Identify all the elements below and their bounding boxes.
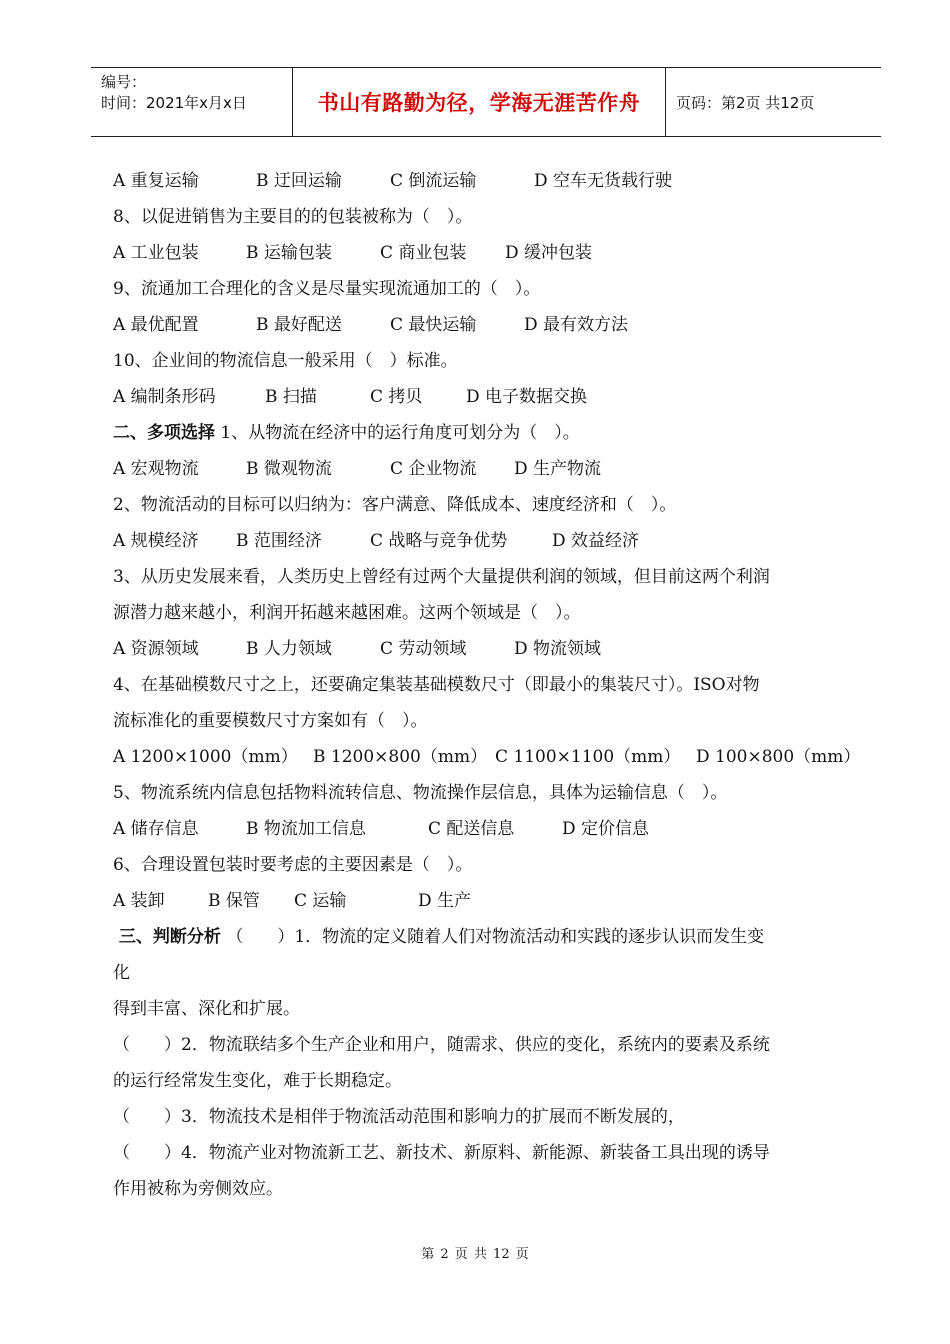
answer-option: D 生产 (418, 891, 472, 911)
answer-option: D 最有效方法 (524, 315, 629, 335)
question-line: 4、在基础模数尺寸之上，还要确定集装基础模数尺寸（即最小的集装尺寸）。ISO对物 (113, 675, 760, 695)
question-line: 8、以促进销售为主要目的的包装被称为（ ）。 (113, 207, 473, 227)
page-footer: 第 2 页 共 12 页 (421, 1247, 529, 1262)
answer-option: B 人力领域 (246, 639, 332, 659)
question-line: （ ）2．物流联结多个生产企业和用户，随需求、供应的变化，系统内的要素及系统 (113, 1035, 770, 1055)
question-line: 10、企业间的物流信息一般采用（ ）标准。 (113, 351, 458, 371)
question-line: （ ）3．物流技术是相伴于物流活动范围和影响力的扩展而不断发展的， (113, 1107, 685, 1127)
answer-option: D 缓冲包装 (505, 243, 593, 263)
answer-option: D 空车无货载行驶 (534, 171, 673, 191)
answer-options-row (113, 163, 863, 199)
section-heading-line (113, 415, 863, 451)
header-page-label: 页码：第2页 共12页 (676, 93, 815, 112)
answer-option: A 编制条形码 (113, 387, 216, 407)
answer-options-row (113, 379, 863, 415)
answer-option: D 100×800（mm） (696, 747, 861, 767)
answer-options-row (113, 739, 863, 775)
question-line: 6、合理设置包装时要考虑的主要因素是（ ）。 (113, 855, 473, 875)
answer-option: C 1100×1100（mm） (495, 747, 681, 767)
doc-code-label: 编号： (101, 73, 147, 91)
answer-option: B 保管 (208, 891, 260, 911)
question-line: 得到丰富、深化和扩展。 (113, 999, 300, 1019)
document-body (113, 163, 863, 1207)
answer-option: C 商业包装 (380, 243, 467, 263)
question-line: 作用被称为旁侧效应。 (113, 1179, 283, 1199)
answer-option: A 装卸 (113, 891, 165, 911)
answer-option: D 效益经济 (552, 531, 640, 551)
answer-option: B 物流加工信息 (246, 819, 366, 839)
answer-options-row (113, 235, 863, 271)
question-line: 化 (113, 963, 130, 983)
question-line: 2、物流活动的目标可以归纳为：客户满意、降低成本、速度经济和（ ）。 (113, 495, 677, 515)
answer-option: A 最优配置 (113, 315, 199, 335)
answer-option: A 工业包装 (113, 243, 199, 263)
answer-options-row (113, 631, 863, 667)
answer-option: B 运输包装 (246, 243, 332, 263)
answer-option: A 宏观物流 (113, 459, 199, 479)
question-text: 1、从物流在经济中的运行角度可划分为（ ）。 (215, 423, 580, 443)
answer-option: D 生产物流 (514, 459, 602, 479)
answer-option: C 倒流运输 (390, 171, 477, 191)
answer-option: C 运输 (294, 891, 347, 911)
answer-options-row (113, 883, 863, 919)
question-line: 9、流通加工合理化的含义是尽量实现流通加工的（ ）。 (113, 279, 541, 299)
answer-option: C 最快运输 (390, 315, 477, 335)
answer-option: C 拷贝 (370, 387, 423, 407)
answer-option: A 1200×1000（mm） (113, 747, 298, 767)
answer-option: C 企业物流 (390, 459, 477, 479)
answer-option: B 最好配送 (256, 315, 342, 335)
answer-option: C 劳动领域 (380, 639, 467, 659)
answer-option: A 资源领域 (113, 639, 199, 659)
answer-option: B 迂回运输 (256, 171, 342, 191)
answer-option: D 电子数据交换 (466, 387, 588, 407)
answer-option: C 战略与竞争优势 (370, 531, 508, 551)
answer-option: C 配送信息 (428, 819, 515, 839)
section-heading-line (113, 919, 863, 955)
doc-time-label: 时间：2021年x月x日 (101, 94, 247, 112)
answer-option: B 1200×800（mm） (313, 747, 488, 767)
answer-option: A 规模经济 (113, 531, 199, 551)
section-heading: 二、多项选择 (113, 423, 215, 443)
answer-options-row (113, 307, 863, 343)
question-line: 流标准化的重要模数尺寸方案如有（ ）。 (113, 711, 428, 731)
question-text: （ ）1．物流的定义随着人们对物流活动和实践的逐步认识而发生变 (220, 927, 765, 947)
answer-options-row (113, 811, 863, 847)
question-line: 5、物流系统内信息包括物料流转信息、物流操作层信息，具体为运输信息（ ）。 (113, 783, 728, 803)
section-heading: 三、判断分析 (113, 927, 221, 947)
answer-option: B 微观物流 (246, 459, 332, 479)
question-line: 源潜力越来越小，利润开拓越来越困难。这两个领域是（ ）。 (113, 603, 581, 623)
answer-option: D 物流领域 (514, 639, 602, 659)
answer-options-row (113, 523, 863, 559)
page-header (91, 67, 881, 137)
answer-option: B 扫描 (265, 387, 317, 407)
question-line: （ ）4．物流产业对物流新工艺、新技术、新原料、新能源、新装备工具出现的诱导 (113, 1143, 770, 1163)
header-meta (91, 68, 293, 136)
answer-options-row (113, 451, 863, 487)
answer-option: B 范围经济 (236, 531, 322, 551)
answer-option: A 储存信息 (113, 819, 199, 839)
question-line: 3、从历史发展来看，人类历史上曾经有过两个大量提供利润的领域，但目前这两个利润 (113, 567, 770, 587)
answer-option: D 定价信息 (562, 819, 650, 839)
question-line: 的运行经常发生变化，难于长期稳定。 (113, 1071, 402, 1091)
answer-option: A 重复运输 (113, 171, 199, 191)
header-motto: 书山有路勤为径，学海无涯苦作舟 (293, 68, 666, 136)
